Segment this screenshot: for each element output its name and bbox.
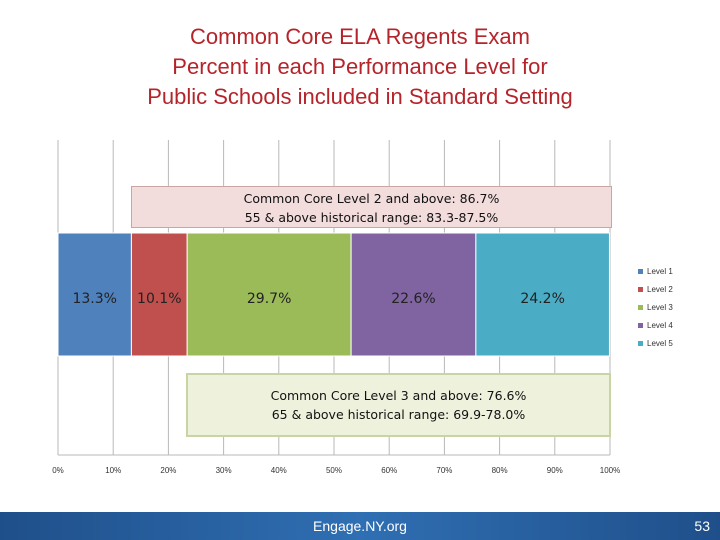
- bar-label-level-2: 10.1%: [137, 291, 182, 307]
- level2-above-callout: [131, 186, 612, 228]
- legend-swatch-level-3: [638, 305, 643, 310]
- legend-swatch-level-4: [638, 323, 643, 328]
- x-tick-label: 100%: [599, 466, 621, 475]
- level2-callout-line1: Common Core Level 2 and above: 86.7%: [243, 191, 500, 206]
- x-tick-label: 30%: [215, 466, 232, 475]
- x-tick-label: 50%: [325, 466, 343, 475]
- legend-label-level-1: Level 1: [647, 266, 673, 276]
- legend-item-level-3: [638, 298, 673, 316]
- level3-callout-line1: Common Core Level 3 and above: 76.6%: [270, 388, 527, 403]
- footer-site-text: Engage.NY.org: [313, 518, 407, 534]
- legend-swatch-level-5: [638, 341, 643, 346]
- chart-legend: [638, 262, 673, 352]
- legend-swatch-level-1: [638, 269, 643, 274]
- chart-x-tick-labels: [52, 466, 620, 475]
- legend-label-level-4: Level 4: [647, 320, 673, 330]
- level2-callout-line2: 55 & above historical range: 83.3-87.5%: [244, 210, 499, 225]
- x-tick-label: 70%: [436, 466, 453, 475]
- legend-label-level-3: Level 3: [647, 302, 673, 312]
- level3-above-callout: [186, 373, 611, 437]
- title-line-2: Percent in each Performance Level for: [172, 54, 548, 79]
- title-line-3: Public Schools included in Standard Setting: [147, 84, 573, 109]
- level3-callout-line2: 65 & above historical range: 69.9-78.0%: [271, 407, 526, 422]
- footer-bar: [0, 512, 720, 540]
- bar-label-level-1: 13.3%: [72, 291, 117, 307]
- x-tick-label: 10%: [105, 466, 122, 475]
- legend-item-level-2: [638, 280, 673, 298]
- legend-label-level-2: Level 2: [647, 284, 673, 294]
- x-tick-label: 40%: [270, 466, 287, 475]
- x-tick-label: 90%: [546, 466, 563, 475]
- x-tick-label: 0%: [52, 466, 64, 475]
- legend-item-level-4: [638, 316, 673, 334]
- title-line-1: Common Core ELA Regents Exam: [190, 24, 530, 49]
- bar-label-level-3: 29.7%: [246, 291, 292, 307]
- bar-label-level-4: 22.6%: [391, 291, 436, 307]
- legend-label-level-5: Level 5: [647, 338, 673, 348]
- x-tick-label: 80%: [491, 466, 508, 475]
- legend-item-level-1: [638, 262, 673, 280]
- bar-label-level-5: 24.2%: [520, 291, 565, 307]
- legend-item-level-5: [638, 334, 673, 352]
- legend-swatch-level-2: [638, 287, 643, 292]
- x-tick-label: 20%: [160, 466, 177, 475]
- x-tick-label: 60%: [381, 466, 398, 475]
- page-number: 53: [694, 518, 710, 534]
